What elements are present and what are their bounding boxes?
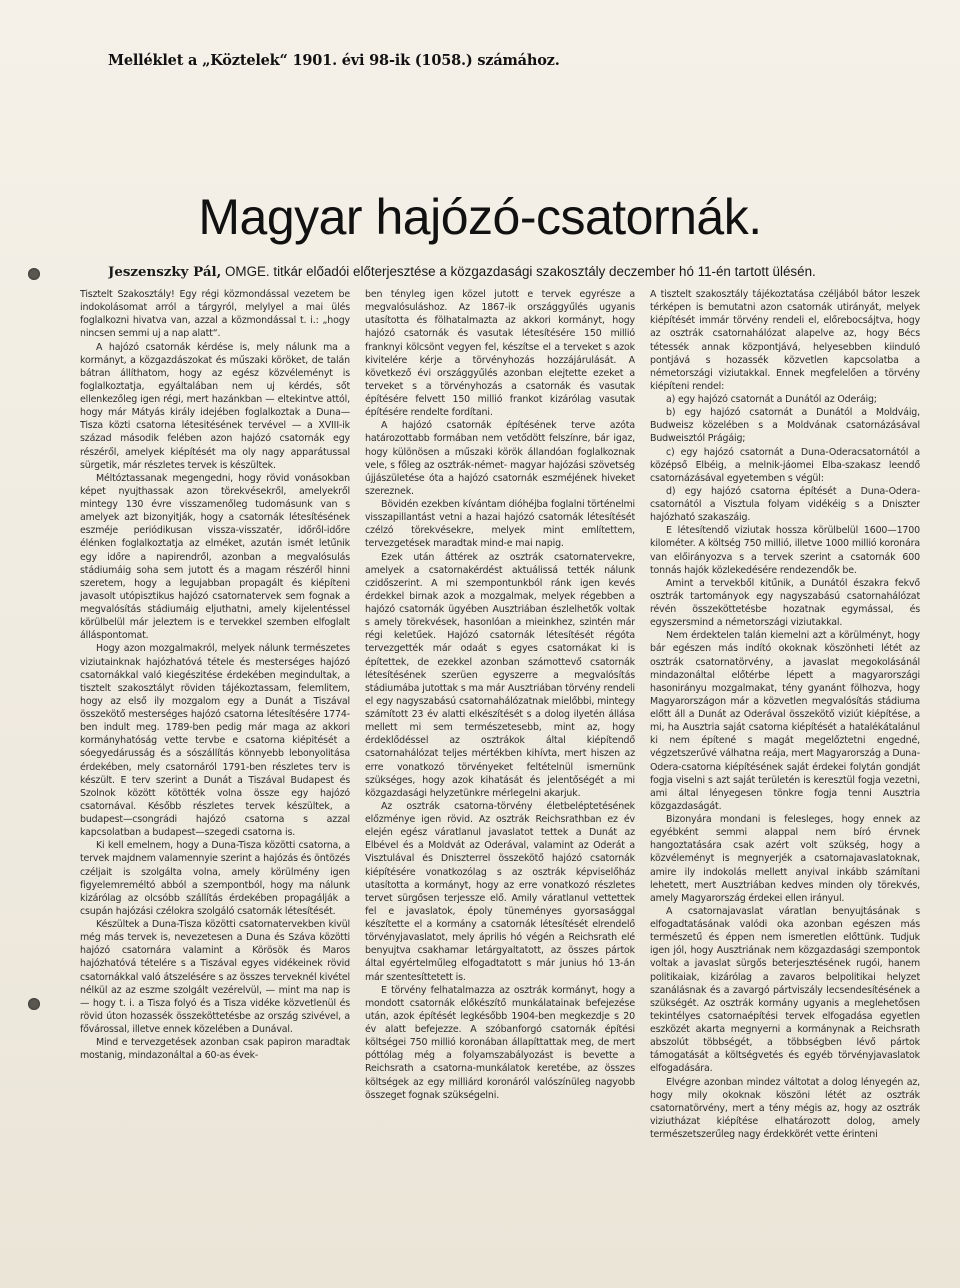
paragraph: E törvény felhatalmazza az osztrák kormányt, hogy a mondott csatornák előkészítő munkálatainak befejezése után, azok építését legkésőbb 1904-ben megkezdje s 20 év alatt befejezze. A szóbanforgó csatornák építési költségei 750 millió koronában állapíttattak meg, de mert póttólag még a folyamszabályozást is bevette a Reichsrath a csatorna-munkálatok keretébe, az összes költségek az egy milliárd koronáról valószínüleg nagyobb összeget fognak szükségelni. — [365, 984, 635, 1101]
paragraph: Amint a tervekből kitűnik, a Dunától északra fekvő osztrák tartományok egy nagyszabású csatornahálózat révén összeköttetésbe hozatnak egymással, és egyszersmind a németországi viziutakkal. — [650, 577, 920, 629]
paragraph: Nem érdektelen talán kiemelni azt a körülményt, hogy bár egészen más indító okoknak köszönheti létét az osztrák csatornatörvény, a javaslat megokolásánál mindazonáltal előtérbe lépett a magyarországi hasonirányu mozgalmakat, tény gyanánt fölhozva, hogy Magyarországon már a közvetlen megvalósítás stádiuma előtt áll a Dunát az Oderával összekötő viziút kiépítése, a mi, ha Ausztria saját csatorna kiépítését a hatalékátalánul ki nem építené s magát megelőztetni engedné, végzetszerűvé válhatna reája, mert Magyarország a Duna-Odera-csatorna kiépítésének saját érdekei folytán gondját fogja viselni s azt saját területén is keresztül fogja vezetni, ami által lényegesen tönkre fogja tenni Ausztria közgazdaságát. — [650, 630, 920, 812]
list-item: d) egy hajózó csatorna építését a Duna-Odera-csatornától a Visztula folyam vidékéig s a Dniszter hajózható szakaszáig. — [650, 485, 920, 524]
author-role: OMGE. titkár előadói előterjesztése a közgazdasági szakosztály deczember hó 11-én tartott ülésén. — [225, 264, 816, 279]
paragraph: E létesítendő viziutak hossza körülbelül 1600—1700 kilométer. A költség 750 millió, illetve 1000 millió koronára van előirányozva s a tervek szerint a csatornák 600 tonnás hajók közlekedésére rendezendők be. — [650, 525, 920, 576]
column-1 — [80, 288, 350, 1272]
paragraph: Elvégre azonban mindez váltotat a dolog lényegén az, hogy mily okoknak köszöni létét az osztrák csatornatörvény, mert a tény mégis az, hogy az osztrák viziutházat kiépítése elhatározott dolog, amely természetszerűleg nagy érdekkörét vette érinteni — [650, 1076, 920, 1140]
binding-hole — [28, 268, 40, 280]
binding-hole — [28, 998, 40, 1010]
paragraph: Mind e tervezgetések azonban csak papiron maradtak mostanig, mindazonáltal a 60-as évek- — [80, 1037, 350, 1062]
article-subtitle — [108, 264, 928, 280]
paragraph: Ki kell emelnem, hogy a Duna-Tisza közötti csatorna, a tervek majdnem valamennyie szerint a hajózás és öntözés czéljait is szolgálta volna, amely körülmény igen figyelemreméltó abból a szempontból, hogy ma nálunk kizárólag az olcsóbb szállítás érdekében propagálják a csupán hajózási czélokra szolgáló csatornák létesítését. — [80, 840, 350, 917]
list-item: a) egy hajózó csatornát a Dunától az Oderáig; — [666, 394, 877, 405]
paragraph: Bövidén ezekben kívántam dióhéjba foglalni történelmi visszapillantást vetni a hazai hajózó csatornák létesítését czélzó törekvésekre, melyek mint említettem, tervezgetések maradtak mind-e mai napig. — [365, 499, 635, 550]
paragraph: Tisztelt Szakosztály! Egy régi közmondással vezetem be indokolásomat arról a tárgyról, melylyel a mai ülés foglalkozni hivatva van, azzal a közmondással t. i.: „hogy nincsen semmi uj a nap alatt“. — [80, 289, 350, 340]
paragraph: Hogy azon mozgalmakról, melyek nálunk természetes viziutainknak hajózhatóvá tétele és mesterséges hajózó csatornákkal való kiegészitése érdekében megindultak, a tisztelt szakosztályt röviden tájékoztassam, felemlitem, hogy az első ily mozgalom egy a Dunát a Tiszával összekötő mesterséges hajózó csatorna létesítésére 1774-ben indult meg. 1789-ben pedig már maga az akkori kormányhatóság vette tervbe e csatorna kiépitését a sóegyedárusság és a sószállítás könnyebb lebonyolitása érdekében, mely csatornáról 1791-ben részletes terv is készült. E terv szerint a Dunát a Tiszával Budapest és Szolnok között kötötték volna össze egy hajózó csatornával. Később részletes tervek készültek, a budapest—csongrádi hajózó csatorna s azzal kapcsolatban a budapest—szegedi csatorna is. — [80, 643, 350, 839]
article-title: Magyar hajózó-csatornák. — [198, 189, 762, 245]
author-name: Jeszenszky Pál, — [108, 264, 222, 280]
paragraph: Készültek a Duna-Tisza közötti csatornatervekben kivül még más tervek is, nevezetesen a Duna és Száva közötti hajózó csatornára valamint a Körösök és Maros hajózhatóvá tételére s a Tiszával egyes vidékeinek rövid csatornákkal való átszelésére s az összes terveknél kivétel nélkül az az eszme szolgált vezérelvül, — mint ma nap is — hogy t. i. a Tisza folyó és a Tisza vidéke közvetlenül és rövid úton hozassék összeköttetésbe az ország szivével, a fővárossal, illetve ennek közelében a Dunával. — [80, 919, 350, 1035]
paragraph: Az osztrák csatorna-törvény életbeléptetésének előzménye igen rövid. Az osztrák Reichsrathban ez év elején egész váratlanul javaslatot tettek a Dunát az Elbével és a Moldvát az Oderával, valamint az Oderát a Visztulával és Dniszterrel összekötő hajózó csatornák kiépítésére vonatkozólag s az osztrák képviselőház utasította a kormányt, hogy az erre vonatkozó részletes tervet sürgősen terjessze elő. Amily váratlanul vettettek fel e javaslatok, époly tüneményes gyorsasággal készítette el a kormány a csatornák létesítését elrendelő törvényjavaslatot, mely április hó végén a Reichsrath elé benyujtva csakhamar letárgyaltatott, az összes pártok által egyértelműleg elfogadtatott s már junius hó 13-án már szentesíttetett is. — [365, 800, 635, 983]
paragraph: Méltóztassanak megengedni, hogy rövid vonásokban képet nyujthassak azon törekvésekről, amelyekről mintegy 130 évre visszamenőleg tudomásunk van s amelyek azt bizonyitják, hogy a csatornák létesítésének eszméje periódikusan vissza-visszatér, időről-időre élénken foglalkoztatja az elméket, azután ismét letűnik egy időre a napirendről, azonban a megvalósulás stádiumáig soha sem jutott és a magam részéről hinni szeretem, hogy a legujabban propagált és kiépíteni javasolt utópisztikus hajózó csatornatervek sem fognak a megvalósítás stádiumáig eljuthatni, amely kijelentéssel körülbelül már jeleztem is e tervekkel szemben elfoglalt álláspontomat. — [80, 472, 350, 642]
paragraph: ben tényleg igen közel jutott e tervek egyrésze a megvalósuláshoz. Az 1867-ik országgyűlés ugyanis utasította és fölhatalmazta az akkori kormányt, hogy hajózó csatornák és vasutak létesítésére 150 millió franknyi kölcsönt vegyen fel, készítse el a terveket s azok kivitelére kérje a törvényhozás hozzájárulását. A következő évi országgyűlés azonban elejtette ezeket a terveket s a törvényhozás a csatornák és vasutak építésére felvett 150 millió frankot kizárólag vasutak építésére rendelte fordítani. — [365, 289, 635, 419]
paragraph: A hajózó csatornák kérdése is, mely nálunk ma a kormányt, a közgazdászokat és műszaki köröket, de talán bátran állíthatom, hogy az egész közvéleményt is foglalkoztatja, egyáltalában nem uj kérdés, sőt ellenkezőleg igen régi, mert hazánkban — eltekintve attól, hogy már Mátyás király idejében foglalkoztak a Duna—Tisza közti csatorna létesitésének tervével — a XVIII-ik század második felében azon hajózó csatornák egy részéről, amelyek kiépítését ma oly nagy apparátussal sürgetik, már részletes tervek is készültek. — [80, 341, 350, 471]
supplement-header: Melléklet a „Köztelek“ 1901. évi 98-ik (1058.) számához. — [108, 52, 560, 69]
paragraph: A csatornajavaslat váratlan benyujtásának s elfogadtatásának valódi oka azonban egészen más természetű és éppen nem ismeretlen előttünk. Tudjuk igen jól, hogy Ausztriának nem közgazdasági szempontok voltak a javaslat sürgős beterjesztésének rugói, hanem politikaiak, kizárólag a zavaros belpolitikai helyzet szanálásnak és a zavargó pártviszály lecsendesítésének a szükségét. Az osztrák kormány ugyanis a meglehetősen tekintélyes csatornaépítési tervek elfogadása egyetlen eszközét akarta megnyerni a kormánynak a Reichsrath abszolút többségét, a többségben lévő pártok támogatását a költségvetés és egyéb törvényjavaslatok elfogadására. — [650, 905, 920, 1075]
column-3 — [650, 288, 920, 1272]
paragraph: A tisztelt szakosztály tájékoztatása czéljából bátor leszek térképen is bemutatni azon csatornák utirányát, melyek kiépítését immár törvény rendeli el, előrebocsájtva, hogy az osztrák csatornahálózat alapelve az, hogy Bécs tétessék annak központjává, helyesebben kiinduló pontjává s hozassék közvetlen kapcsolatba a németországi viziutakkal. Ennek megfelelően a törvény kiépíteni rendel: — [650, 289, 920, 392]
article-body — [80, 288, 940, 1272]
paragraph: A hajózó csatornák építésének terve azóta határozottabb formában nem vetődött felszínre, bár igaz, hogy különösen a műszaki körök állandóan foglalkoznak vele, s főleg az osztrák-német- magyar hajózási szövetség újjászületése óta a hajózó csatornák eszméjének hiveket szereznek. — [365, 420, 635, 497]
list-item: b) egy hajózó csatornát a Dunától a Moldváig, Budweisz közelében s a Moldvának csatornázásával Budweisztól Prágáig; — [650, 407, 920, 445]
paragraph: Bizonyára mondani is felesleges, hogy ennek az egyébként semmi alappal nem bíró érvnek hangoztatására csak azért volt szükség, hogy a közvéleményt is megnyerjék a csatornajavaslatoknak, amire ily indokolás mellett anyival inkább számítani lehetett, mert Ausztriában kedves minden oly törekvés, amely Magyarország érdekei ellen irányul. — [650, 814, 920, 904]
paragraph: Ezek után áttérek az osztrák csatornatervekre, amelyek a csatornakérdést aktuálissá tették nálunk czidőszerint. A mi szempontunkból ránk igen kevés érdekkel birnak azok a mozgalmak, melyek régebben a hajózó csatornák ügyében Ausztriában észlelhetők voltak s amely törekvések, hasonlóan a mieinkhez, szintén már régi keletűek. Hajózó csatornák létesítését régóta tervezgették már odaát s egyes csatornákat ki is építettek, de ezekkel azonban számottevő csatornák létesítésének szerüen egyszerre a megvalósítás stádiumába jutottak s ma már Ausztriában törvény rendeli el egy nagyszabású csatornahálózatnak mielőbbi, mintegy számított 23 év alatti elkészítését s a dolog ilyetén állása mellett mi sem természetesebb, mint az, hogy érdeklődéssel az osztrákok által kiépítendő csatornahálózat teljes mértékben kihívta, mert hiszen az erre vonatkozó törvényeket feltételnül ismernünk szükséges, hogy azok kihatását és jelentőségét a mi közgazdasági helyzetünkre mérlegelni akarjuk. — [365, 551, 635, 799]
column-2 — [365, 288, 635, 1272]
list-item: c) egy hajózó csatornát a Duna-Oderacsatornától a középső Elbéig, a melnik-jáomei Elba-szakasz leendő csatornázásával egyetemben s végül: — [650, 446, 920, 484]
